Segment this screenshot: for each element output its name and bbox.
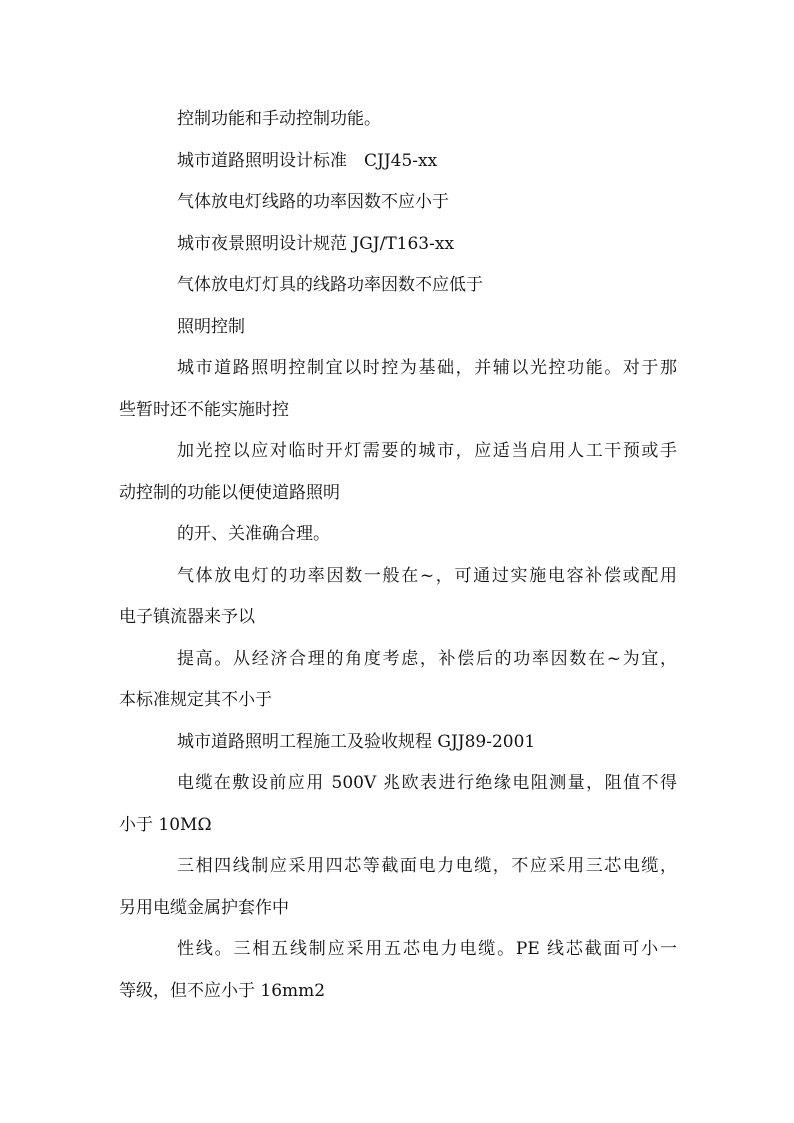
paragraph-line: 电子镇流器来予以 — [119, 607, 255, 627]
paragraph-line: 城市夜景照明设计规范 JGJ/T163-xx — [177, 233, 455, 254]
paragraph-line: 小于 10MΩ — [119, 814, 212, 835]
paragraph-line: 控制功能和手动控制功能。 — [177, 109, 381, 129]
paragraph-line: 些暂时还不能实施时控 — [119, 399, 289, 420]
paragraph-line: 城市道路照明工程施工及验收规程 GJJ89-2001 — [177, 731, 536, 752]
paragraph-line: 气体放电灯的功率因数一般在~，可通过实施电容补偿或配用 — [177, 565, 677, 586]
section-heading: 照明控制 — [177, 316, 245, 337]
paragraph-line: 性线。三相五线制应采用五芯电力电缆。PE 线芯截面可小一 — [177, 939, 677, 959]
paragraph-line: 城市道路照明控制宜以时控为基础，并辅以光控功能。对于那 — [177, 358, 677, 378]
document-body — [119, 99, 677, 1012]
paragraph-line: 电缆在敷设前应用 500V 兆欧表进行绝缘电阻测量，阻值不得 — [177, 773, 677, 793]
paragraph-line: 另用电缆金属护套作中 — [119, 897, 289, 918]
paragraph-line: 本标准规定其不小于 — [119, 690, 272, 710]
paragraph-line: 的开、关准确合理。 — [177, 524, 330, 544]
paragraph-line: 提高。从经济合理的角度考虑，补偿后的功率因数在~为宜， — [177, 648, 677, 669]
paragraph-line: 加光控以应对临时开灯需要的城市，应适当启用人工干预或手 — [177, 441, 677, 461]
paragraph-line: 城市道路照明设计标准 CJJ45-xx — [177, 150, 438, 171]
paragraph-line: 三相四线制应采用四芯等截面电力电缆，不应采用三芯电缆， — [177, 856, 677, 876]
paragraph-line: 气体放电灯灯具的线路功率因数不应低于 — [177, 275, 483, 295]
paragraph-line: 等级，但不应小于 16mm2 — [119, 980, 326, 1001]
paragraph-line: 气体放电灯线路的功率因数不应小于 — [177, 192, 449, 212]
paragraph-line: 动控制的功能以便使道路照明 — [119, 482, 340, 503]
